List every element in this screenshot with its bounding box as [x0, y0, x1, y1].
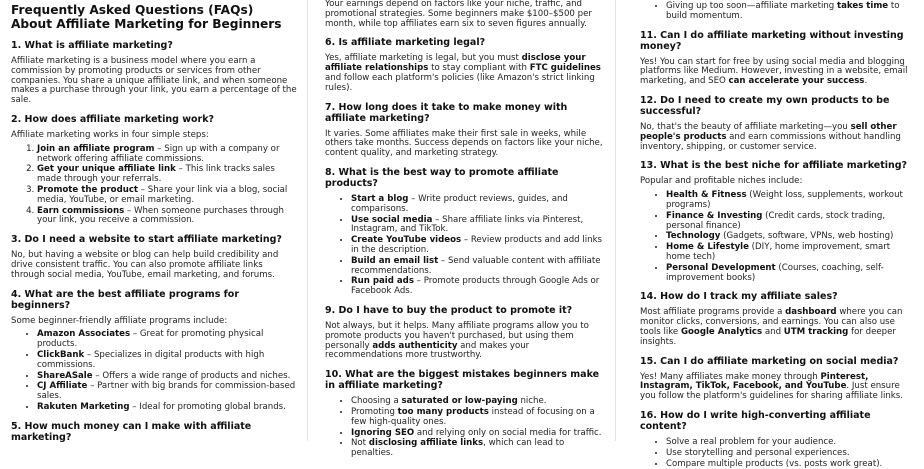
- list-item: • ClickBank – Specializes in digital products with high commissions.: [37, 351, 298, 371]
- list-item: • CJ Affiliate – Partner with big brands for commission-based sales.: [37, 382, 298, 402]
- faq-4-intro: Some beginner-friendly affiliate programs include:: [11, 315, 228, 326]
- list-item: • Promoting too many products instead of focusing on a few high-quality ones.: [351, 408, 606, 428]
- faq-2-intro: Affiliate marketing works in four simple steps:: [11, 129, 209, 140]
- faq-13-question: 13. What is the best niche for affiliate marketing?: [640, 160, 908, 172]
- faq-4-question: 4. What are the best affiliate programs for beginners?: [11, 288, 240, 311]
- faq-10-question: 10. What are the biggest mistakes beginners make in affiliate marketing?: [325, 369, 600, 392]
- faq-9-question: 9. Do I have to buy the product to promote it?: [325, 304, 573, 316]
- list-item: • Technology (Gadgets, software, VPNs, web hosting): [666, 232, 917, 242]
- list-item: • Home & Lifestyle (DIY, home improvement, smart home tech): [666, 243, 917, 263]
- faq-12-answer: No, that's the beauty of affiliate marketing—you sell other people's products and earn commissions without handling inventory, shipping, or customer service.: [640, 121, 901, 152]
- faq-1-answer: Affiliate marketing is a business model where you earn a commission by promoting products or services from other companies. You share a unique affiliate link, and when someone makes a purchase through your link, you earn a percentage of the sale.: [11, 56, 297, 106]
- faq-12-question: 12. Do I need to create my own products to be successful?: [640, 94, 890, 117]
- faq-14-question: 14. How do I track my affiliate sales?: [640, 291, 838, 303]
- faq-2-steps: [11, 145, 298, 226]
- faq-11-question: 11. Can I do affiliate marketing without investing money?: [640, 29, 904, 52]
- faq-1-question: 1. What is affiliate marketing?: [11, 40, 173, 51]
- faq-2-question: 2. How does affiliate marketing work?: [11, 113, 215, 125]
- faq-3-answer: No, but having a website or blog can help build credibility and drive consistent traffic. You can also promote affiliate links through social media, YouTube, email marketing, and forums.: [11, 250, 279, 280]
- column-1: [0, 0, 307, 441]
- faq-7-answer: It varies. Some affiliates make their first sale in weeks, while others take months. Success depends on factors like your niche, content quality, and marketing strategy.: [325, 128, 603, 159]
- list-item: • Create YouTube videos – Review products and add links in the description.: [351, 236, 606, 256]
- list-item: • Not disclosing affiliate links, which can lead to penalties.: [351, 439, 606, 459]
- faq-16-list: [640, 438, 917, 469]
- list-item: • Ignoring SEO and relying only on social media for traffic.: [351, 429, 606, 439]
- faq-15-answer: Yes! Many affiliates make money through Pinterest, Instagram, TikTok, Facebook, and YouTube. Just ensure you follow the platform's guidelines for sharing affiliate links.: [640, 371, 903, 402]
- list-item: 1. Join an affiliate program – Sign up with a company or network offering affiliate commissions.: [37, 145, 298, 165]
- list-item: • Giving up too soon—affiliate marketing takes time to build momentum.: [666, 2, 917, 22]
- list-item: 3. Promote the product – Share your link via a blog, social media, YouTube, or email marketing.: [37, 186, 298, 206]
- list-item: • Choosing a saturated or low-paying niche.: [351, 397, 606, 407]
- list-item: • Use social media – Share affiliate links via Pinterest, Instagram, and TikTok.: [351, 216, 606, 236]
- faq-8-list: [325, 195, 606, 297]
- list-item: 4. Earn commissions – When someone purchases through your link, you receive a commission.: [37, 207, 298, 227]
- list-item: 2. Get your unique affiliate link – This link tracks sales made through your referrals.: [37, 165, 298, 185]
- column-2: [307, 0, 615, 459]
- list-item: • Finance & Investing (Credit cards, stock trading, personal finance): [666, 212, 917, 232]
- list-item: • Compare multiple products (vs. posts work great).: [666, 460, 917, 469]
- faq-5-answer: Your earnings depend on factors like your niche, traffic, and promotional strategies. Some beginners make $100–$500 per month, while top affiliates earn six to seven figures annually.: [325, 0, 592, 29]
- faq-14-answer: Most affiliate programs provide a dashboard where you can monitor clicks, conversions, and earnings. You can also use tools like Google Analytics and UTM tracking for deeper insights.: [640, 307, 903, 347]
- list-item: • Amazon Associates – Great for promoting physical products.: [37, 330, 298, 350]
- list-item: • Run paid ads – Promote products through Google Ads or Facebook Ads.: [351, 277, 606, 297]
- faq-13-list: [640, 191, 917, 283]
- list-item: • ShareASale – Offers a wide range of products and niches.: [37, 372, 298, 382]
- page-title: Frequently Asked Questions (FAQs) About Affiliate Marketing for Beginners: [11, 3, 282, 31]
- faq-10-list-continued: [640, 2, 917, 22]
- faq-15-question: 15. Can I do affiliate marketing on social media?: [640, 355, 899, 367]
- list-item: • Solve a real problem for your audience.: [666, 438, 917, 448]
- faq-3-question: 3. Do I need a website to start affiliate marketing?: [11, 234, 282, 246]
- faq-16-question: 16. How do I write high-converting affiliate content?: [640, 409, 871, 432]
- list-item: • Build an email list – Send valuable content with affiliate recommendations.: [351, 257, 606, 277]
- faq-4-list: [11, 330, 298, 412]
- list-item: • Start a blog – Write product reviews, guides, and comparisons.: [351, 195, 606, 215]
- list-item: • Personal Development (Courses, coaching, self-improvement books): [666, 264, 917, 284]
- list-item: • Use storytelling and personal experiences.: [666, 449, 917, 459]
- faq-10-list: [325, 397, 606, 459]
- list-item: • Rakuten Marketing – Ideal for promoting global brands.: [37, 403, 298, 413]
- faq-8-question: 8. What is the best way to promote affiliate products?: [325, 166, 559, 189]
- column-3: [615, 0, 924, 469]
- faq-5-question: 5. How much money can I make with affiliate marketing?: [11, 420, 252, 443]
- faq-6-answer: Yes, affiliate marketing is legal, but you must disclose your affiliate relationships to stay compliant with FTC guidelines and follow each platform's policies (like Amazon's strict linking rules).: [325, 53, 601, 93]
- faq-6-question: 6. Is affiliate marketing legal?: [325, 37, 486, 49]
- list-item: • Health & Fitness (Weight loss, supplements, workout programs): [666, 191, 917, 211]
- faq-13-intro: Popular and profitable niches include:: [640, 176, 803, 187]
- faq-11-answer: Yes! You can start for free by using social media and blogging platforms like Medium. However, investing in a website, email marketing, and SEO can accelerate your success.: [640, 56, 908, 87]
- faq-7-question: 7. How long does it take to make money with affiliate marketing?: [325, 101, 568, 124]
- faq-9-answer: Not always, but it helps. Many affiliate programs allow you to promote products you haven't purchased, but using them personally adds authenticity and makes your recommendations more trustworthy.: [325, 320, 589, 361]
